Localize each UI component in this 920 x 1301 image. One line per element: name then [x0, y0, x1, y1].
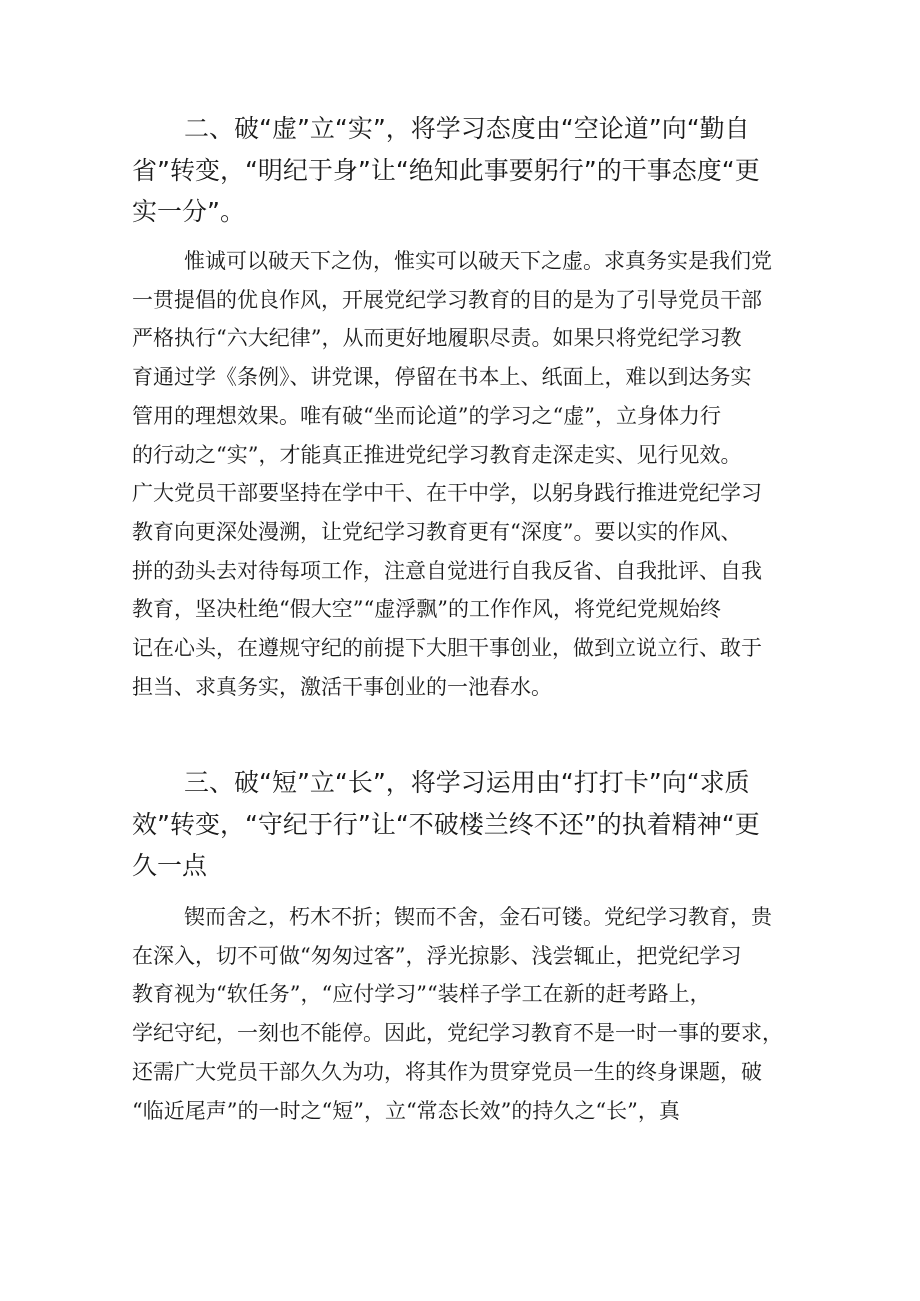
body-line: 惟诚可以破天下之伪，惟实可以破天下之虚。求真务实是我们党	[184, 249, 772, 273]
body-line: 锲而舍之，朽木不折；锲而不舍，金石可镂。党纪学习教育，贵	[184, 905, 772, 929]
body-line: 还需广大党员干部久久为功，将其作为贯穿党员一生的终身课题，破	[132, 1059, 762, 1084]
section-3-body	[132, 898, 792, 1130]
body-line: 记在心头，在遵规守纪的前提下大胆干事创业，做到立说立行、敢于	[132, 636, 762, 661]
body-line: 担当、求真务实，激活干事创业的一池春水。	[132, 674, 552, 699]
section-2-body	[132, 242, 792, 706]
section-2-heading	[132, 108, 792, 233]
heading-line: 二、破“虚”立“实”，将学习态度由“空论道”向“勤自	[184, 114, 750, 143]
heading-line: 效”转变，“守纪于行”让“不破楼兰终不还”的执着精神“更	[132, 809, 760, 839]
body-line: 拼的劲头去对待每项工作，注意自觉进行自我反省、自我批评、自我	[132, 558, 762, 583]
body-line: 一贯提倡的优良作风，开展党纪学习教育的目的是为了引导党员干部	[132, 287, 762, 312]
body-line: 教育视为“软任务”，“应付学习”“装样子学工在新的赶考路上，	[132, 982, 711, 1007]
body-line: 在深入，切不可做“匆匆过客”，浮光掠影、浅尝辄止，把党纪学习	[132, 943, 742, 968]
heading-line: 三、破“短”立“长”，将学习运用由“打打卡”向“求质	[184, 768, 750, 797]
body-line: 教育向更深处漫溯，让党纪学习教育更有“深度”。要以实的作风、	[132, 519, 742, 544]
body-line: 教育，坚决杜绝“假大空”“虚浮飘”的工作作风，将党纪党规始终	[132, 597, 721, 622]
body-line: 广大党员干部要坚持在学中干、在干中学，以躬身践行推进党纪学习	[132, 481, 762, 506]
body-line: 的行动之“实”，才能真正推进党纪学习教育走深走实、见行见效。	[132, 442, 742, 467]
heading-line: 实一分”。	[132, 197, 245, 226]
body-line: 育通过学《条例》、讲党课，停留在书本上、纸面上，难以到达务实	[132, 365, 752, 390]
body-line: 学纪守纪，一刻也不能停。因此，党纪学习教育不是一时一事的要求，	[132, 1021, 783, 1046]
body-line: 严格执行“六大纪律”，从而更好地履职尽责。如果只将党纪学习教	[132, 326, 742, 351]
heading-line: 省”转变，“明纪于身”让“绝知此事要躬行”的干事态度“更	[132, 155, 760, 185]
heading-line: 久一点	[132, 851, 208, 880]
section-3-heading	[132, 762, 792, 887]
body-line: “临近尾声”的一时之“短”，立“常态长效”的持久之“长”，真	[132, 1098, 680, 1123]
body-line: 管用的理想效果。唯有破“坐而论道”的学习之“虚”，立身体力行	[132, 403, 721, 428]
